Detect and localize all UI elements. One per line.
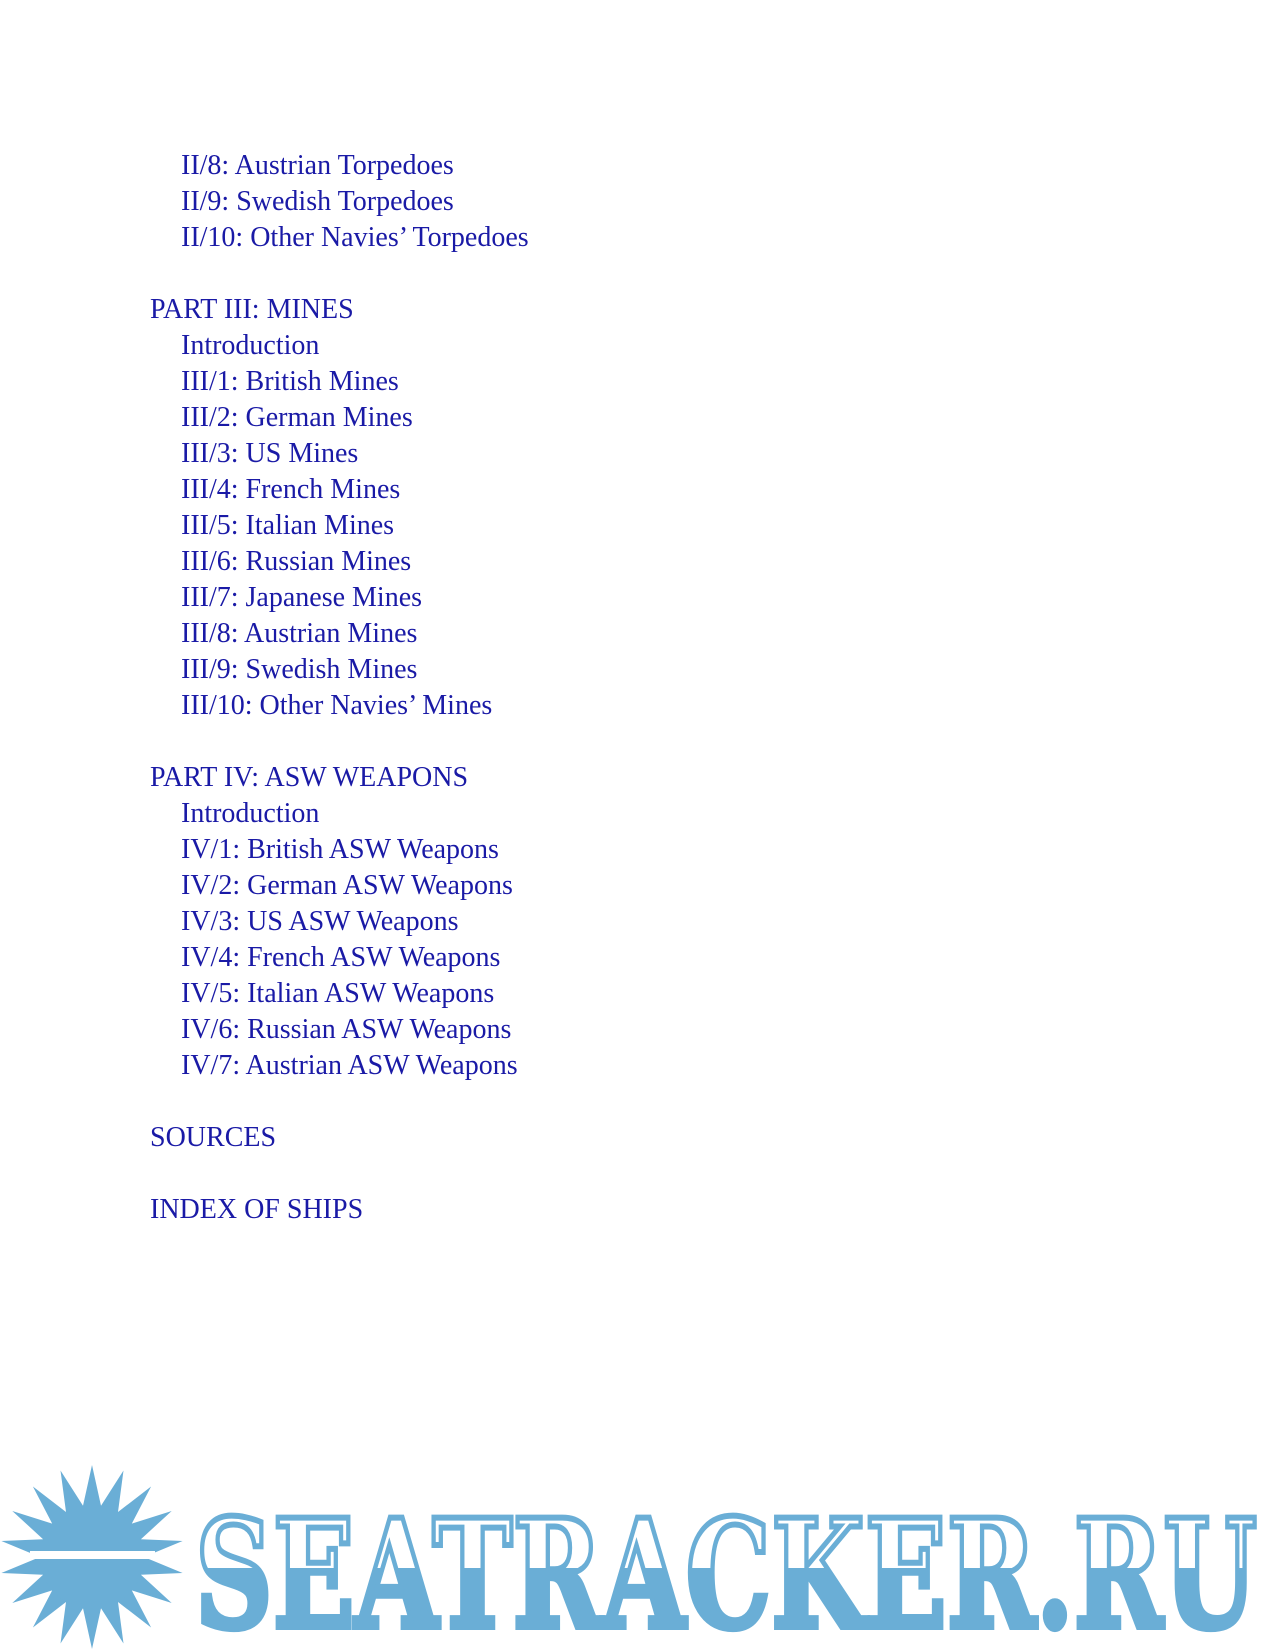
toc-entry-iii-10[interactable]: III/10: Other Navies’ Mines	[181, 690, 493, 721]
toc-entry-iii-introduction[interactable]: Introduction	[181, 330, 320, 361]
toc-entry-iii-9[interactable]: III/9: Swedish Mines	[181, 654, 418, 685]
toc-entry-iv-introduction[interactable]: Introduction	[181, 798, 320, 829]
toc-entry-iii-5[interactable]: III/5: Italian Mines	[181, 510, 395, 541]
toc-entry-ii-10[interactable]: II/10: Other Navies’ Torpedoes	[181, 222, 529, 253]
toc-entry-iv-5[interactable]: IV/5: Italian ASW Weapons	[181, 978, 495, 1009]
toc-part-iv-asw-weapons[interactable]: PART IV: ASW WEAPONS	[150, 762, 469, 793]
toc-entry-iv-3[interactable]: IV/3: US ASW Weapons	[181, 906, 459, 937]
toc-entry-iv-1[interactable]: IV/1: British ASW Weapons	[181, 834, 499, 865]
toc-entry-iii-1[interactable]: III/1: British Mines	[181, 366, 399, 397]
toc-entry-iii-3[interactable]: III/3: US Mines	[181, 438, 359, 469]
sun-icon	[1, 1465, 182, 1649]
toc-entry-ii-8[interactable]: II/8: Austrian Torpedoes	[181, 150, 454, 181]
toc-entry-ii-9[interactable]: II/9: Swedish Torpedoes	[181, 186, 454, 217]
toc-entry-iii-7[interactable]: III/7: Japanese Mines	[181, 582, 423, 613]
toc-entry-iv-4[interactable]: IV/4: French ASW Weapons	[181, 942, 501, 973]
toc-entry-iv-2[interactable]: IV/2: German ASW Weapons	[181, 870, 513, 901]
toc-entry-iii-8[interactable]: III/8: Austrian Mines	[181, 618, 418, 649]
toc-index-of-ships[interactable]: INDEX OF SHIPS	[150, 1194, 364, 1225]
toc-entry-iv-6[interactable]: IV/6: Russian ASW Weapons	[181, 1014, 512, 1045]
seatracker-watermark	[0, 1455, 1275, 1650]
toc-entry-iii-6[interactable]: III/6: Russian Mines	[181, 546, 412, 577]
toc-entry-iv-7[interactable]: IV/7: Austrian ASW Weapons	[181, 1050, 518, 1081]
toc-sources[interactable]: SOURCES	[150, 1122, 277, 1153]
toc-entry-iii-2[interactable]: III/2: German Mines	[181, 402, 413, 433]
toc-part-iii-mines[interactable]: PART III: MINES	[150, 294, 354, 325]
watermark-logo-text: SEATRACKER.RU	[195, 1487, 1257, 1650]
toc-entry-iii-4[interactable]: III/4: French Mines	[181, 474, 401, 505]
